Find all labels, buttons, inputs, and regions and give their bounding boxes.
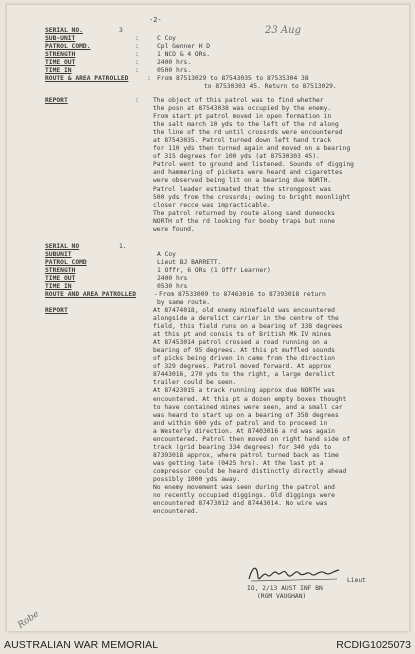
report-line: track (grid bearing 334 degrees) for 340 yds to: [153, 443, 332, 451]
report-line: 87443016, 270 yds to the right, a large derelict: [153, 371, 335, 379]
report-line: were found.: [153, 225, 195, 233]
route-line-1b: to 87530303 45. Return to 87513029.: [204, 83, 337, 90]
report-line: No enemy movement was seen during the patrol and: [153, 484, 335, 492]
report-line: was heard to start up on a bearing of 358 degrees: [153, 411, 339, 419]
serial-label-2: SERIAL NO: [45, 243, 80, 250]
command-label-1: PATROL COMD.: [45, 43, 91, 50]
report-line: at this pt and consis ts of British Mk IV mines: [153, 331, 332, 339]
command-label-2: PATROL COMD: [45, 259, 87, 266]
report-line: were observed being lit on a bearing due NORTH.: [153, 177, 332, 185]
subunit-label-1: SUB-UNIT: [45, 35, 76, 42]
time-in-label-1: TIME IN: [45, 67, 72, 74]
signature-name: (RGM VAUGHAN): [257, 593, 307, 600]
serial-label-1: SERIAL NO.: [45, 27, 83, 34]
report-line: at 87543035. Patrol turned down left hand track: [153, 137, 332, 145]
report-body-2: [153, 307, 375, 516]
report-line: At 87423015 a track running approx due NORTH was: [153, 387, 335, 395]
time-out-value-2: 2400 hrs: [157, 275, 188, 282]
report-line: the line of the rd until crossrds were encountered: [153, 129, 343, 137]
report-line: the salt march 10 yds to the left of the rd along: [153, 121, 339, 129]
route-line-1a: From 87513029 to 87543035 to 87535304 38: [157, 75, 309, 82]
report-line: alongside a derelict carrier in the centre of the: [153, 315, 339, 323]
report-line: and within 600 yds of patrol and to proceed in: [153, 419, 328, 427]
report-line: encountered. Patrol then moved on right hand side of: [153, 435, 351, 443]
report-line: encountered. At this pt a dozen empty boxes thought: [153, 395, 347, 403]
report-line: a Westerly direction. At 87403016 a rd was again: [153, 427, 335, 435]
report-line: field, this field runs on a bearing of 338 degrees: [153, 323, 343, 331]
report-line: was getting late (0425 hrs). At the last pt a: [153, 459, 324, 467]
report-line: of picks being driven in came from the direction: [153, 355, 335, 363]
signature-unit: IO, 2/13 AUST INF BN: [247, 585, 323, 592]
subunit-label-2: SUBUNIT: [45, 251, 72, 258]
report-line: closer recce was impracticable.: [153, 201, 271, 209]
strength-value-1: 1 NCO & 4 ORs.: [157, 51, 211, 58]
handwritten-signature: [245, 561, 345, 587]
time-in-value-2: 0530 hrs: [157, 283, 188, 290]
report-label-1: REPORT: [45, 97, 68, 104]
report-line: no recently occupied diggings. Old diggings were: [153, 492, 335, 500]
command-value-2: Lieut BJ BARRETT.: [157, 259, 222, 266]
report-line: for 110 yds then turned again and moved on a bearing: [153, 145, 351, 153]
report-line: 87393018 approx, where patrol turned back as time: [153, 451, 339, 459]
signature-rank: Lieut: [347, 577, 366, 584]
strength-label-2: STRENGTH: [45, 267, 76, 274]
report-line: possibly 1000 yds away.: [153, 475, 241, 483]
report-line: The object of this patrol was to find whether: [153, 97, 324, 104]
report-body-1: [153, 97, 375, 234]
route-line-2a: From 87533009 to 87463016 to 87393018 return: [159, 291, 326, 298]
route-label-2: ROUTE AND AREA PATROLLED: [45, 291, 136, 298]
strength-label-1: STRENGTH: [45, 51, 76, 58]
command-value-1: Cpl Genner H D: [157, 43, 211, 50]
report-label-2: REPORT: [45, 307, 68, 314]
report-line: of 329 degrees. Patrol moved forward. At approx: [153, 363, 332, 371]
report-line: to have contained mines were seen, and a small car: [153, 403, 343, 411]
report-line: Patrol leader estimated that the strongpost was: [153, 185, 332, 193]
report-line: encountered.: [153, 508, 199, 516]
time-in-label-2: TIME IN: [45, 283, 72, 290]
strength-value-2: 1 Offr, 6 ORs (1 Offr Learner): [157, 267, 271, 274]
report-line: At 87453014 patrol crossed a road running on a: [153, 339, 328, 347]
report-line: trailer could be seen.: [153, 379, 237, 387]
archive-footer: [0, 636, 415, 654]
report-line: encountered 87473012 and 87443014. No wire was: [153, 500, 328, 508]
serial-value-2: 1.: [119, 243, 127, 250]
route-label-1: ROUTE & AREA PATROLLED: [45, 75, 129, 82]
footer-record-id: RCDIG1025073: [336, 639, 411, 651]
report-line: bearing of 95 degrees. At this pt muffled sounds: [153, 347, 335, 355]
page-number: -2-: [149, 16, 162, 24]
time-out-value-1: 2400 hrs.: [157, 59, 192, 66]
time-in-value-1: 0500 hrs.: [157, 67, 192, 74]
report-line: compressor could be heard distinctly directly ahead: [153, 467, 347, 475]
report-line: 500 yds from the crossrds; owing to bright moonlight: [153, 193, 351, 201]
time-out-label-2: TIME OUT: [45, 275, 76, 282]
report-line: At 87474018, old enemy minefield was encountered: [153, 307, 335, 314]
footer-institution: AUSTRALIAN WAR MEMORIAL: [4, 639, 159, 651]
report-line: Patrol went to ground and listened. Sounds of digging: [153, 161, 354, 169]
report-line: NORTH of the rd looking for booby traps but none: [153, 217, 335, 225]
report-line: From start pt patrol moved in open formation in: [153, 113, 332, 121]
report-line: The patrol returned by route along sand duneocks: [153, 209, 335, 217]
document-page: -2- 23 Aug SERIAL NO. 3 SUB-UNIT : C Coy PATROL COMD. : Cpl Genner H D STRENGTH : 1 NCO & 4 ORs. TIME OUT : 2400 hrs. TIME IN : 0500 hrs. ROUTE & AREA PATROLLED : From 87513029 to 87543035 to 87535304 38 to 87530303 45. Return to 87513029. REPORT : The object of this patrol was to find whether the posn at 87543038 was occupied by the enemy. From start pt patrol moved in open formation in the salt march 10 yds to the left of the rd along the line of the rd until crossrds were encountered at 87543035. Patrol turned down left hand track for 110 yds then turned again and moved on a bearing of 315 degrees for 100 yds (at 87530303 45). Patrol went to ground and listened. Sounds of digging and hammering of pickets were heard and cigarettes were observed being lit on a bearing due NORTH. Patrol leader estimated that the strongpost was 500 yds from the crossrds; owing to bright moonlight closer recce was impracticable. The patrol returned by route along sand duneocks NORTH of the rd looking for booby traps but none were found. SERIAL NO 1. SUBUNIT A Coy PATROL COMD Lieut BJ BARRETT. STRENGTH 1 Offr, 6 ORs (1 Offr Learner) TIME OUT 2400 hrs TIME IN 0530 hrs ROUTE AND AREA PATROLLED - From 87533009 to 87463016 to 87393018 return by same route. REPORT At 87474018, old enemy minefield was encountered alongside a derelict carrier in the centre of the field, this field runs on a bearing of 338 degrees at this pt and consis ts of British Mk IV mines At 87453014 patrol crossed a road running on a bearing of 95 degrees. At this pt muffled sounds of picks being driven in came from the direction of 329 degrees. Patrol moved forward. At approx 87443016, 270 yds to the right, a large derelict trailer could be seen. At 87423015 a track running approx due NORTH was encountered. At this pt a dozen empty boxes thought to have contained mines were seen, and a small car was heard to start up on a bearing of 358 degrees and within 600 yds of patrol and to proceed in a Westerly direction. At 87403016 a rd was again encountered. Patrol then moved on right hand side of track (grid bearing 334 degrees) for 340 yds to 87393018 approx, where patrol turned back as time was getting late (0425 hrs). At the last pt a compressor could be heard distinctly directly ahead possibly 1000 yds away. No enemy movement was seen during the patrol and no recently occupied diggings. Old diggings were encountered 87473012 and 87443014. No wire was encountered. Lieut IO, 2/13 AUST INF BN (RGM VAUGHAN) Robe: [6, 4, 410, 632]
report-line: of 315 degrees for 100 yds (at 87530303 45).: [153, 153, 320, 161]
subunit-value-2: A Coy: [157, 251, 176, 258]
time-out-label-1: TIME OUT: [45, 59, 76, 66]
report-line: the posn at 87543038 was occupied by the enemy.: [153, 105, 332, 113]
route-line-2b: by same route.: [157, 299, 211, 306]
handwritten-date: 23 Aug: [265, 25, 301, 36]
serial-value-1: 3: [119, 27, 123, 34]
report-line: and hammering of pickets were heard and cigarettes: [153, 169, 343, 177]
handwritten-corner-note: Robe: [16, 609, 42, 631]
subunit-value-1: C Coy: [157, 35, 176, 42]
